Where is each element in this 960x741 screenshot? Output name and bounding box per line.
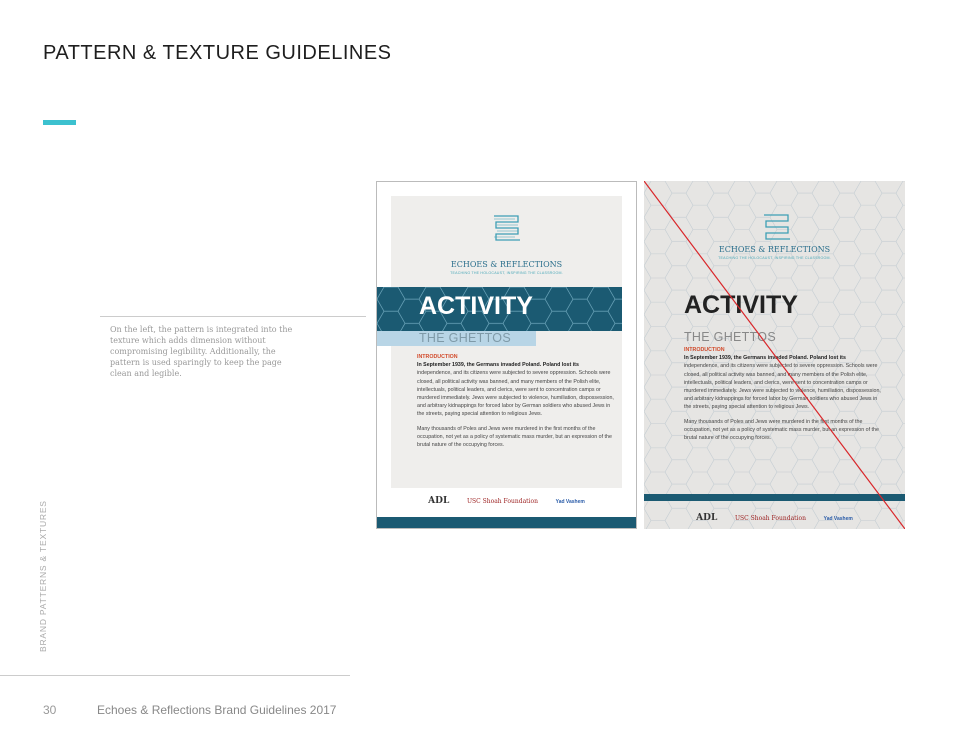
footer-divider [0,675,350,676]
paragraph: Many thousands of Poles and Jews were murdered in the first months of the occupation, not yet as a policy of systematic mass murder, but an expression of the brutal nature of the occupying forces. [417,425,612,449]
activity-heading: ACTIVITY [684,291,798,319]
paragraph: Many thousands of Poles and Jews were murdered in the first months of the occupation, not yet as a policy of systematic mass murder, but an expression of the brutal nature of the occupying forces. [684,418,879,442]
yad-vashem-logo: Yad Vashem [823,516,853,522]
yad-vashem-logo: Yad Vashem [555,499,585,505]
brand-tagline: TEACHING THE HOLOCAUST, INSPIRING THE CLASSROOM. [450,271,563,275]
intro-label: INTRODUCTION [417,354,458,360]
adl-logo: ADL [428,496,450,506]
subtitle: THE GHETTOS [419,331,511,345]
bottom-bar [377,517,636,529]
strike-through-line [644,181,905,529]
lead-text: In September 1939, the Germans invaded Poland. Poland lost its [417,362,579,369]
partner-logos [377,496,636,506]
brand-name: ECHOES & REFLECTIONS [718,245,831,254]
subtitle: THE GHETTOS [684,330,776,344]
usc-logo: USC Shoah Foundation [734,515,806,522]
accent-bar [43,120,76,125]
description-text: On the left, the pattern is integrated into the texture which adds dimension without compromising legibility. Additionally, the pattern is used sparingly to keep the page clean and legible. [110,325,293,378]
page-number: 30 [43,703,57,717]
activity-heading: ACTIVITY [419,292,533,320]
paragraph: independence, and its citizens were subjected to severe oppression. Schools were closed, all political activity was banned, and many members of the Polish elite, intellectuals, political leaders, and clerics, were sent to concentration camps or murdered immediately. Jews were subjected to violence, humiliation, dispossession, and arbitrary kidnappings for forced labor by German soldiers who abused Jews in the streets, paying special attention to religious Jews. [684,363,881,411]
divider [100,316,366,317]
example-page-incorrect [644,181,905,529]
example-page-correct [376,181,637,529]
page-title: PATTERN & TEXTURE GUIDELINES [43,42,392,64]
brand-name: ECHOES & REFLECTIONS [450,260,563,269]
echoes-logo-icon [391,214,622,242]
brand-tagline: TEACHING THE HOLOCAUST, INSPIRING THE CLASSROOM. [718,256,831,260]
adl-logo: ADL [696,513,718,523]
lead-text: In September 1939, the Germans invaded Poland. Poland lost its [684,355,846,362]
intro-label: INTRODUCTION [684,347,725,353]
paragraph: independence, and its citizens were subjected to severe oppression. Schools were closed, all political activity was banned, and many members of the Polish elite, intellectuals, political leaders, and clerics, were sent to concentration camps or murdered immediately. Jews were subjected to violence, humiliation, dispossession, and arbitrary kidnappings for forced labor by German soldiers who abused Jews in the streets, paying special attention to religious Jews. [417,370,614,418]
section-label: BRAND PATTERNS & TEXTURES [38,500,48,652]
usc-logo: USC Shoah Foundation [466,498,538,505]
footer-text: Echoes & Reflections Brand Guidelines 2017 [97,703,337,717]
body-text [417,353,617,449]
